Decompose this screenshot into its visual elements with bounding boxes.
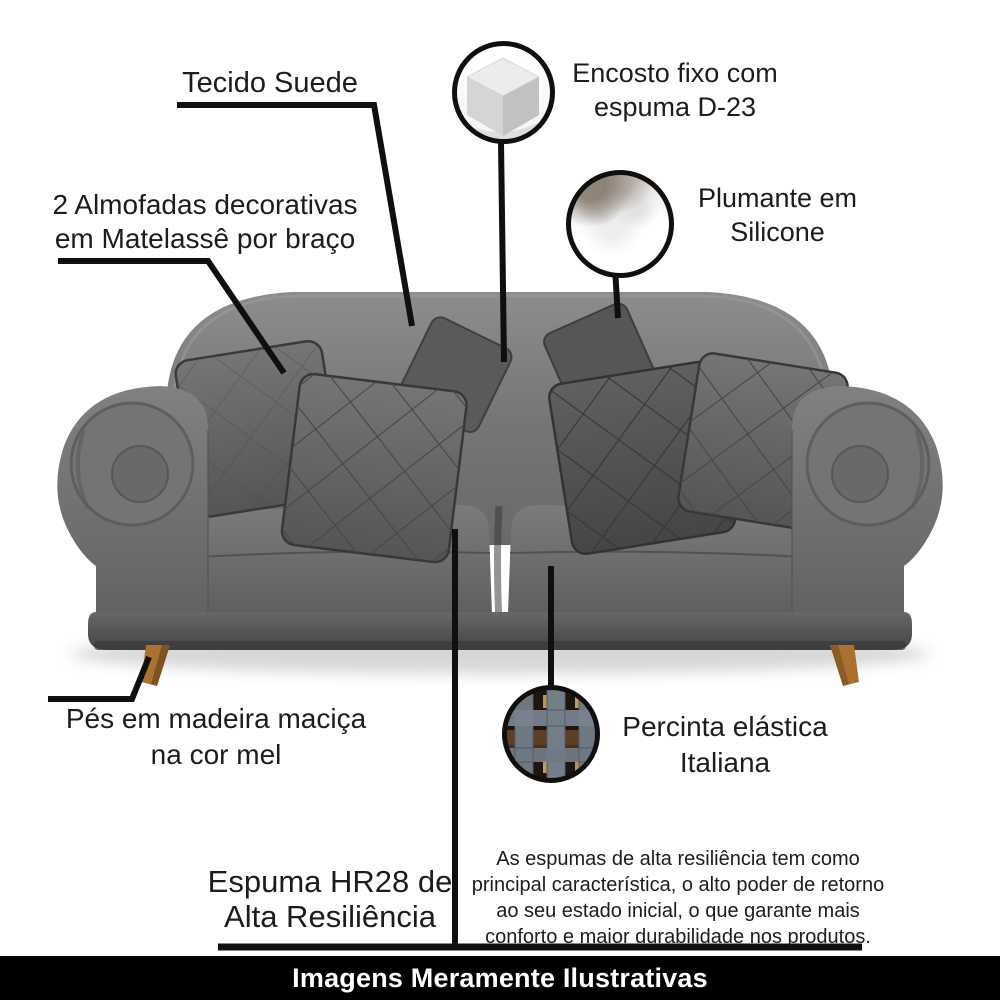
footer-bar: [0, 956, 1000, 1000]
callout-almofadas-line1: 2 Almofadas decorativas: [52, 189, 358, 220]
footer-disclaimer-text: Imagens Meramente Ilustrativas: [292, 962, 708, 993]
pes-pointer-line: [48, 657, 149, 699]
callout-almofadas-line2: em Matelassê por braço: [54, 223, 356, 254]
callout-encosto: [540, 56, 810, 124]
elastic-webbing-graphic: [507, 690, 595, 778]
encosto-pointer-line: [501, 142, 504, 362]
foam-description-line3: ao seu estado inicial, o que garante mais: [496, 900, 860, 922]
foam-section-description: [458, 846, 898, 950]
elastic-webbing-icon: [502, 685, 600, 783]
callout-tecido-suede-label: Tecido Suede: [182, 67, 358, 99]
foam-section-title: [200, 864, 460, 934]
callout-tecido-suede: [120, 66, 420, 100]
callout-plumante-line2: Silicone: [730, 217, 825, 247]
callout-encosto-line2: espuma D-23: [593, 92, 757, 122]
foam-section-title-line1: Espuma HR28 de: [207, 864, 453, 899]
foam-description-line1: As espumas de alta resiliência tem como: [496, 848, 860, 870]
foam-description-line2: principal característica, o alto poder de retorno: [471, 874, 885, 896]
callout-pes: [30, 701, 402, 773]
callout-plumante: [655, 181, 900, 249]
almofadas-pointer-line: [58, 261, 284, 373]
callout-plumante-line1: Plumante em: [697, 183, 858, 213]
callout-percinta-line2: Italiana: [679, 747, 771, 778]
callout-almofadas: [20, 188, 390, 256]
callout-pes-line1: Pés em madeira maciça: [65, 703, 367, 734]
foam-cube-graphic: [457, 46, 550, 139]
callout-percinta: [600, 709, 850, 781]
callout-percinta-line1: Percinta elástica: [622, 711, 828, 742]
foam-section-title-line2: Alta Resiliência: [224, 899, 436, 934]
foam-description-line4: conforto e maior durabilidade nos produtos.: [485, 926, 871, 948]
callout-encosto-line1: Encosto fixo com: [572, 58, 778, 88]
callout-pes-line2: na cor mel: [150, 739, 282, 770]
